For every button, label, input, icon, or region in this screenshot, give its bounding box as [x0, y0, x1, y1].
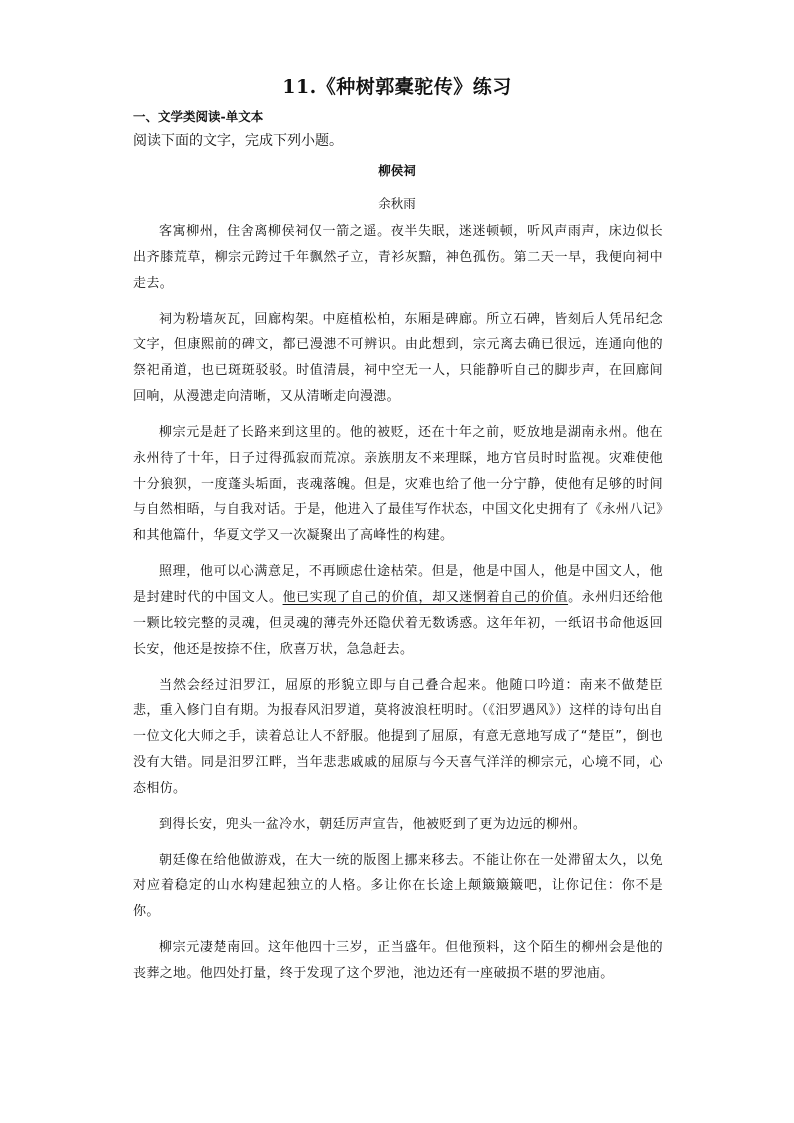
document-title: 11.《种树郭橐驼传》练习: [282, 76, 512, 98]
reading-instruction: 阅读下面的文字，完成下列小题。: [133, 133, 343, 149]
article-title: 柳侯祠: [378, 163, 416, 178]
article-paragraph: 柳宗元是赶了长路来到这里的。他的被贬，还在十年之前，贬放地是湖南永州。他在永州待了十年，日子过得孤寂而荒凉。亲族朋友不来理睬，地方官员时时监视。灾难使他十分狼狈，一度蓬头垢面，丧魂落魄。但是，灾难也给了他一分宁静，使他有足够的时间与自然相晤，与自我对话。于是，他进入了最佳写作状态，中国文化史拥有了《永州八记》和其他篇什，华夏文学又一次凝聚出了高峰性的构建。: [133, 424, 663, 544]
article-paragraph: 柳宗元凄楚南回。这年他四十三岁，正当盛年。但他预料，这个陌生的柳州会是他的丧葬之地。他四处打量，终于发现了这个罗池，池边还有一座破损不堪的罗池庙。: [133, 940, 663, 982]
article-author: 余秋雨: [378, 196, 416, 211]
article-paragraph: 朝廷像在给他做游戏，在大一统的版图上挪来移去。不能让你在一处滞留太久，以免对应着稳定的山水构建起独立的人格。多让你在长途上颠簸簸簸吧，让你记住：你不是你。: [133, 852, 663, 920]
article-paragraph: 当然会经过汨罗江，屈原的形貌立即与自己叠合起来。他随口吟道：南来不做楚臣悲，重入修门自有期。为报春风汨罗道，莫将波浪枉明时。（《汨罗遇风》）这样的诗句出自一位文化大师之手，读着总让人不舒服。他提到了屈原，有意无意地写成了“楚臣”，倒也没有大错。同是汨罗江畔，当年悲悲戚戚的屈原与今天喜气洋洋的柳宗元，心境不同，心态相仿。: [133, 677, 663, 796]
article-paragraph: [133, 559, 663, 662]
article-body: [133, 219, 663, 997]
section-heading: 一、文学类阅读-单文本: [133, 109, 264, 124]
article-paragraph: 祠为粉墙灰瓦，回廊构架。中庭植松柏，东厢是碑廊。所立石碑，皆刻后人凭吊纪念文字，但康熙前的碑文，都已漫漶不可辨识。由此想到，宗元离去确已很远，连通向他的祭祀甬道，也已斑斑驳驳。时值清晨，祠中空无一人，只能静听自己的脚步声，在回廊间回响，从漫漶走向清晰，又从清晰走向漫漶。: [133, 311, 663, 404]
article-paragraph: 到得长安，兜头一盆冷水，朝廷厉声宣告，他被贬到了更为边远的柳州。: [159, 816, 587, 832]
paragraph-text: 照理，他可以心满意足，不再顾虑仕途枯荣。但是，他是中国人，他是中国文人，他是封建时代的中国文人。: [133, 564, 663, 605]
article-paragraph: 客寓柳州，住舍离柳侯祠仅一箭之遥。夜半失眠，迷迷顿顿，听风声雨声，床边似长出齐膝荒草，柳宗元跨过千年飘然孑立，青衫灰黯，神色孤伤。第二天一早，我便向祠中走去。: [133, 224, 663, 291]
paragraph-text: 。永州归还给他一颗比较完整的灵魂，但灵魂的薄壳外还隐伏着无数诱惑。这年年初，一纸诏书命他返回长安，他还是按捺不住，欣喜万状，急急赶去。: [133, 589, 664, 657]
underlined-sentence: 他已实现了自己的价值，却又迷惘着自己的价值: [282, 589, 569, 605]
